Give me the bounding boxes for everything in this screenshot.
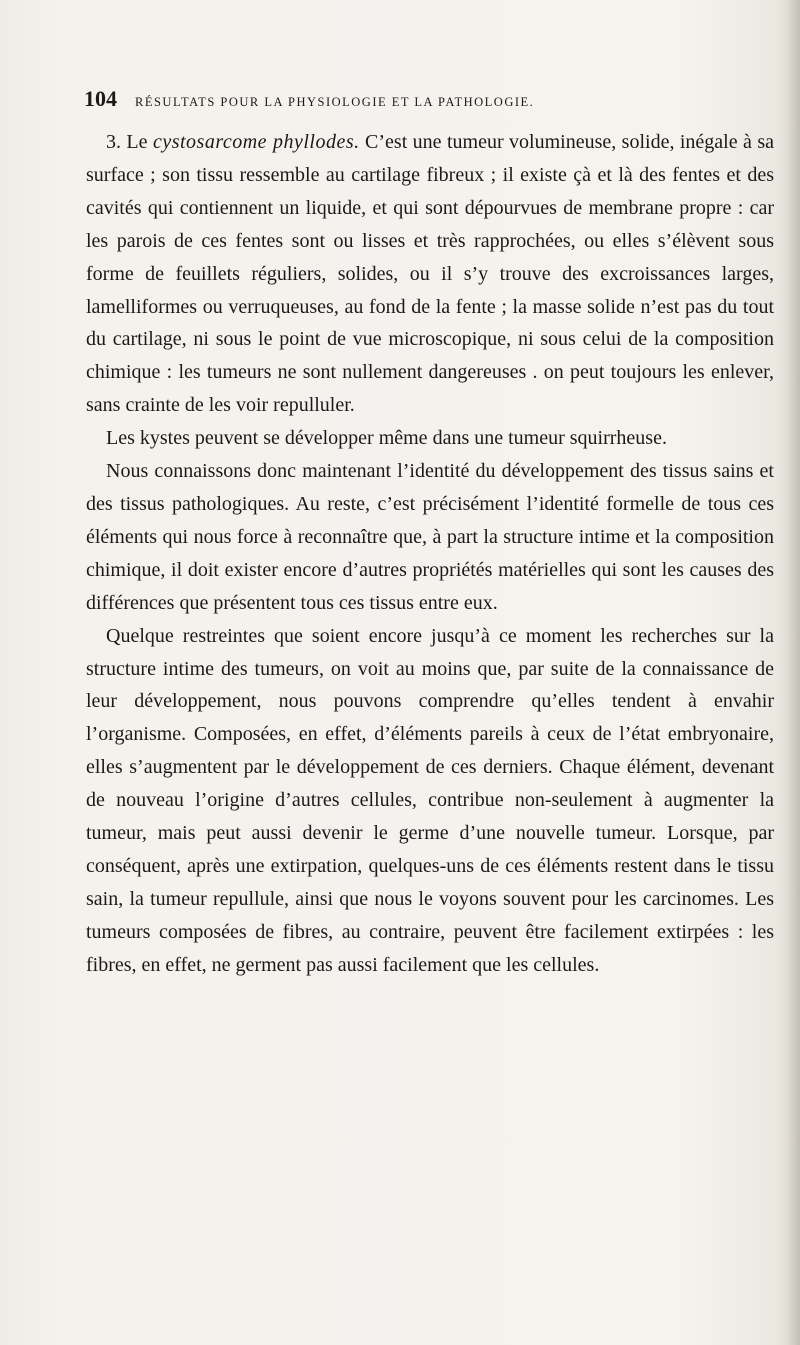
paragraph: Quelque restreintes que soient encore jusqu’à ce moment les recherches sur la structure intime des tumeurs, on voit au moins que, par suite de la connaissance de leur développement, nous pouvons comprendre qu’elles tendent à envahir l’organisme. Composées, en effet, d’éléments pareils à ceux de l’état embryonaire, elles s’augmentent par le développement de ces derniers. Chaque élément, devenant de nouveau l’origine d’autres cellules, contribue non-seulement à augmenter la tumeur, mais peut aussi devenir le germe d’une nouvelle tumeur. Lorsque, par conséquent, après une extirpation, quelques-uns de ces éléments restent dans le tissu sain, la tumeur repullule, ainsi que nous le voyons souvent pour les carcinomes. Les tumeurs composées de fibres, au contraire, peuvent être facilement extirpées : les fibres, en effet, ne germent pas aussi facilement que les cellules.	[86, 624, 774, 976]
body-text	[86, 126, 774, 982]
page-header	[84, 86, 764, 112]
paragraph-text: C’est une tumeur volumineuse, solide, inégale à sa surface ; son tissu ressemble au cartilage fibreux ; il existe çà et là des fentes et des cavités qui contiennent un liquide, et qui sont dépourvues de membrane propre : car les parois de ces fentes sont ou lisses et très rapprochées, ou elles s’élèvent sous forme de feuillets réguliers, solides, ou il s’y trouve des excroissances larges, lamelliformes ou verruqueuses, au fond de la fente ; la masse solide n’est pas du tout du cartilage, ni sous le point de vue microscopique, ni sous celui de la composition chimique : les tumeurs ne sont nullement dangereuses . on peut toujours les enlever, sans crainte de les voir repulluler.	[86, 131, 774, 417]
section-title: cystosarcome phyllodes.	[152, 131, 360, 153]
paragraph-cystosarcome	[86, 126, 774, 422]
section-title-article: Le	[126, 131, 148, 153]
page-number: 104	[84, 86, 117, 111]
section-number: 3.	[106, 131, 121, 153]
page-edge-shadow	[786, 0, 800, 1345]
running-head: RÉSULTATS POUR LA PHYSIOLOGIE ET LA PATHOLOGIE.	[135, 95, 535, 109]
paragraph: Les kystes peuvent se développer même dans une tumeur squirrheuse.	[106, 427, 667, 450]
paragraph: Nous connaissons donc maintenant l’identité du développement des tissus sains et des tissus pathologiques. Au reste, c’est précisément l’identité formelle de tous ces éléments qui nous force à reconnaître que, à part la structure intime et la composition chimique, il doit exister encore d’autres propriétés matérielles qui sont les causes des différences que présentent tous ces tissus entre eux.	[86, 460, 774, 614]
